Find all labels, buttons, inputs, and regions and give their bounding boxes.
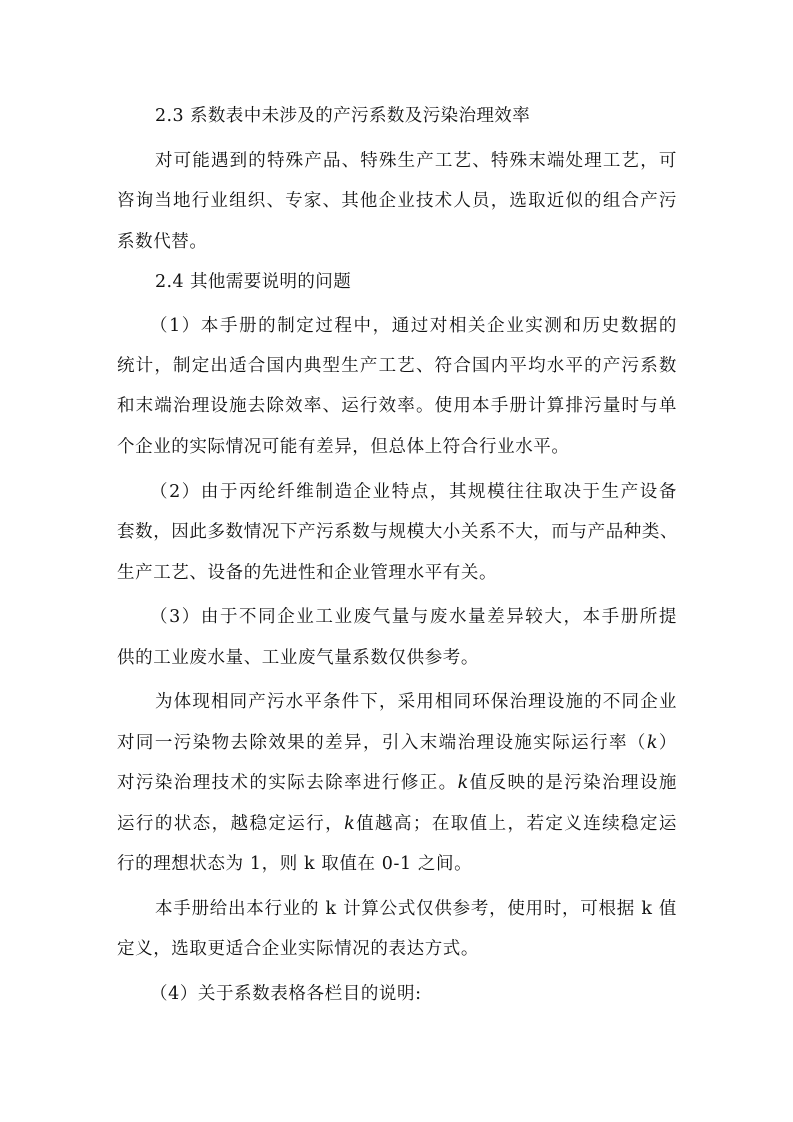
section-heading-2-3: 2.3 系数表中未涉及的产污系数及污染治理效率	[155, 106, 531, 126]
paragraph-line	[117, 733, 677, 753]
k-symbol: k	[646, 733, 659, 753]
text-segment: 对同一污染物去除效果的差异，引入末端治理设施实际运行率（	[117, 733, 647, 753]
paragraph-line: 生产工艺、设备的先进性和企业管理水平有关。	[117, 563, 498, 583]
paragraph-line: （2）由于丙纶纤维制造企业特点，其规模往往取决于生产设备	[150, 482, 677, 502]
paragraph-line: 和末端治理设施去除效率、运行效率。使用本手册计算排污量时与单	[117, 396, 677, 416]
text-segment: ）	[658, 733, 677, 753]
text-segment: 值反映的是污染治理设施	[468, 773, 677, 793]
paragraph-line: 为体现相同产污水平条件下，采用相同环保治理设施的不同企业	[155, 692, 677, 712]
paragraph-line: 个企业的实际情况可能有差异，但总体上符合行业水平。	[117, 437, 570, 457]
k-symbol: k	[457, 773, 469, 793]
text-segment: 对污染治理技术的实际去除率进行修正。	[117, 773, 458, 793]
text-segment: 值越高；在取值上，若定义连续稳定运	[355, 814, 678, 834]
paragraph-line: （3）由于不同企业工业废气量与废水量差异较大，本手册所提	[150, 607, 677, 627]
paragraph-line: 对可能遇到的特殊产品、特殊生产工艺、特殊末端处理工艺，可	[155, 151, 677, 171]
paragraph-line: 供的工业废水量、工业废气量系数仅供参考。	[117, 648, 479, 668]
paragraph-line	[117, 773, 677, 793]
paragraph-line: 套数，因此多数情况下产污系数与规模大小关系不大，而与产品种类、	[117, 522, 679, 542]
paragraph-line: （1）本手册的制定过程中，通过对相关企业实测和历史数据的	[150, 316, 677, 336]
section-heading-2-4: 2.4 其他需要说明的问题	[155, 272, 352, 292]
paragraph-line: 系数代替。	[117, 232, 208, 252]
paragraph-line: （4）关于系数表格各栏目的说明:	[150, 984, 422, 1004]
text-segment: 运行的状态，越稳定运行，	[117, 814, 345, 834]
paragraph-line: 统计，制定出适合国内典型生产工艺、符合国内平均水平的产污系数	[117, 356, 677, 376]
paragraph-line: 本手册给出本行业的 k 计算公式仅供参考，使用时，可根据 k 值	[155, 899, 677, 919]
paragraph-line	[117, 814, 677, 834]
paragraph-line: 定义，选取更适合企业实际情况的表达方式。	[117, 939, 479, 959]
paragraph-line: 行的理想状态为 1，则 k 取值在 0-1 之间。	[117, 854, 473, 874]
k-symbol: k	[344, 814, 356, 834]
paragraph-line: 咨询当地行业组织、专家、其他企业技术人员，选取近似的组合产污	[117, 191, 677, 211]
